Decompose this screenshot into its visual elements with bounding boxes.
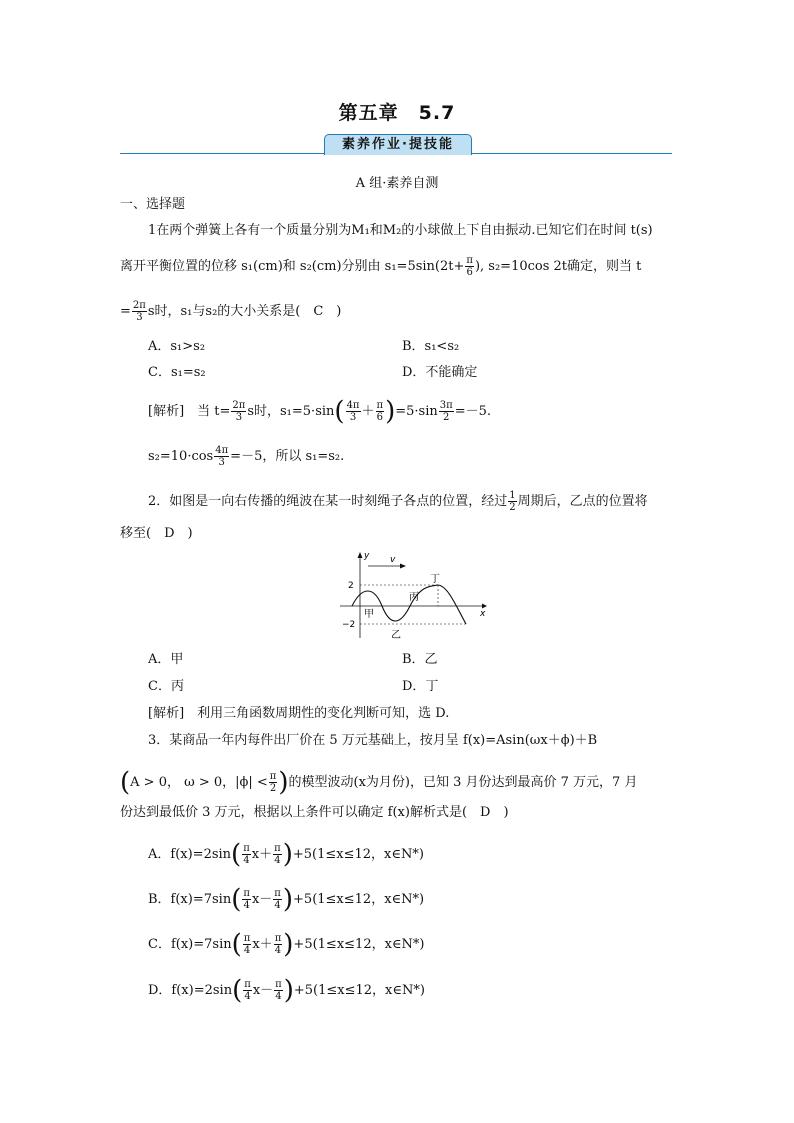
q1-line3: = $\frac{2\pi}{3}$ s时，s₁与s₂的大小关系是( C ) bbox=[120, 300, 342, 323]
q3-line1: 3．某商品一年内每件出厂价在 5 万元基础上，按月呈 f(x)=Asin(ωx＋ϕ)＋B bbox=[148, 733, 598, 748]
label-bing: 丙 bbox=[409, 592, 419, 603]
velocity-label: v bbox=[390, 555, 396, 565]
label-yi: 乙 bbox=[391, 630, 401, 641]
q1-line1: 1在两个弹簧上各有一个质量分别为M₁和M₂的小球做上下自由振动.已知它们在时间 t(s) bbox=[148, 223, 653, 238]
q1-option-c: C．s₁=s₂ bbox=[148, 365, 206, 380]
q1-option-d: D．不能确定 bbox=[402, 365, 478, 380]
group-heading: A 组·素养自测 bbox=[355, 176, 439, 191]
q3-option-d: D．f(x)=2sin( $\frac{\pi}{4}$ x－ $\frac{\pi}{4}$ )+5(1≤x≤12，x∈N*) bbox=[148, 975, 425, 1006]
q2-line1: 2．如图是一向右传播的绳波在某一时刻绳子各点的位置，经过 $\frac{1}{2}$ 周期后，乙点的位置将 bbox=[148, 490, 648, 513]
q3-option-b: B．f(x)=7sin( $\frac{\pi}{4}$ x－ $\frac{\pi}{4}$ )+5(1≤x≤12，x∈N*) bbox=[148, 884, 425, 915]
q2-option-a: A．甲 bbox=[148, 652, 184, 667]
q1-line2: 离开平衡位置的位移 s₁(cm)和 s₂(cm)分别由 s₁=5sin(2t+ $\frac{\pi}{6}$ ), s₂=10cos 2t确定，则当 t bbox=[120, 255, 642, 278]
q1-solution-line1: [解析] 当 t= $\frac{2\pi}{3}$ s时，s₁=5·sin( $\frac{4\pi}{3}$ ＋ $\frac{\pi}{6}$ )=5·sin $\frac{3\pi}{2}$ =－5. bbox=[148, 396, 491, 427]
q1-option-a: A．s₁>s₂ bbox=[148, 339, 206, 354]
q3-line2: (A > 0， ω > 0，|ϕ| < $\frac{\pi}{2}$ )的模型波动(x为月份)，已知 3 月份达到最高价 7 万元，7 月 bbox=[120, 767, 638, 798]
q2-option-d: D．丁 bbox=[402, 679, 439, 694]
x-axis-label: x bbox=[480, 609, 486, 619]
y-tick-2: 2 bbox=[348, 581, 354, 591]
section-heading: 一、选择题 bbox=[120, 197, 186, 212]
y-axis-label: y bbox=[364, 551, 370, 561]
q2-line2: 移至( D ) bbox=[120, 526, 193, 541]
y-axis-arrow bbox=[358, 552, 363, 558]
q2-option-b: B．乙 bbox=[402, 652, 438, 667]
label-ding: 丁 bbox=[430, 574, 440, 585]
label-jia: 甲 bbox=[364, 609, 374, 620]
q3-option-c: C．f(x)=7sin( $\frac{\pi}{4}$ x＋ $\frac{\pi}{4}$ )+5(1≤x≤12，x∈N*) bbox=[148, 929, 425, 960]
q1-solution-line2: s₂=10·cos $\frac{4\pi}{3}$ =－5，所以 s₁=s₂. bbox=[148, 445, 345, 468]
fraction-pi-6: $\frac{\pi}{6}$ bbox=[466, 255, 473, 278]
page-title: 第五章 5.7 bbox=[338, 102, 456, 124]
x-axis-arrow bbox=[482, 604, 487, 609]
q3-line3: 份达到最低价 3 万元，根据以上条件可以确定 f(x)解析式是( D ) bbox=[120, 805, 509, 820]
section-banner: 素养作业·提技能 bbox=[324, 134, 472, 155]
q2-option-c: C．丙 bbox=[148, 679, 184, 694]
fraction-2pi-3: $\frac{2\pi}{3}$ bbox=[132, 300, 146, 323]
velocity-arrowhead bbox=[400, 564, 406, 569]
q1-option-b: B．s₁<s₂ bbox=[402, 339, 460, 354]
q2-solution: [解析] 利用三角函数周期性的变化判断可知，选 D. bbox=[148, 706, 450, 721]
y-tick-neg2: −2 bbox=[342, 620, 356, 630]
q3-option-a: A．f(x)=2sin( $\frac{\pi}{4}$ x＋ $\frac{\pi}{4}$ )+5(1≤x≤12，x∈N*) bbox=[148, 839, 424, 870]
rope-wave-figure bbox=[330, 548, 490, 642]
